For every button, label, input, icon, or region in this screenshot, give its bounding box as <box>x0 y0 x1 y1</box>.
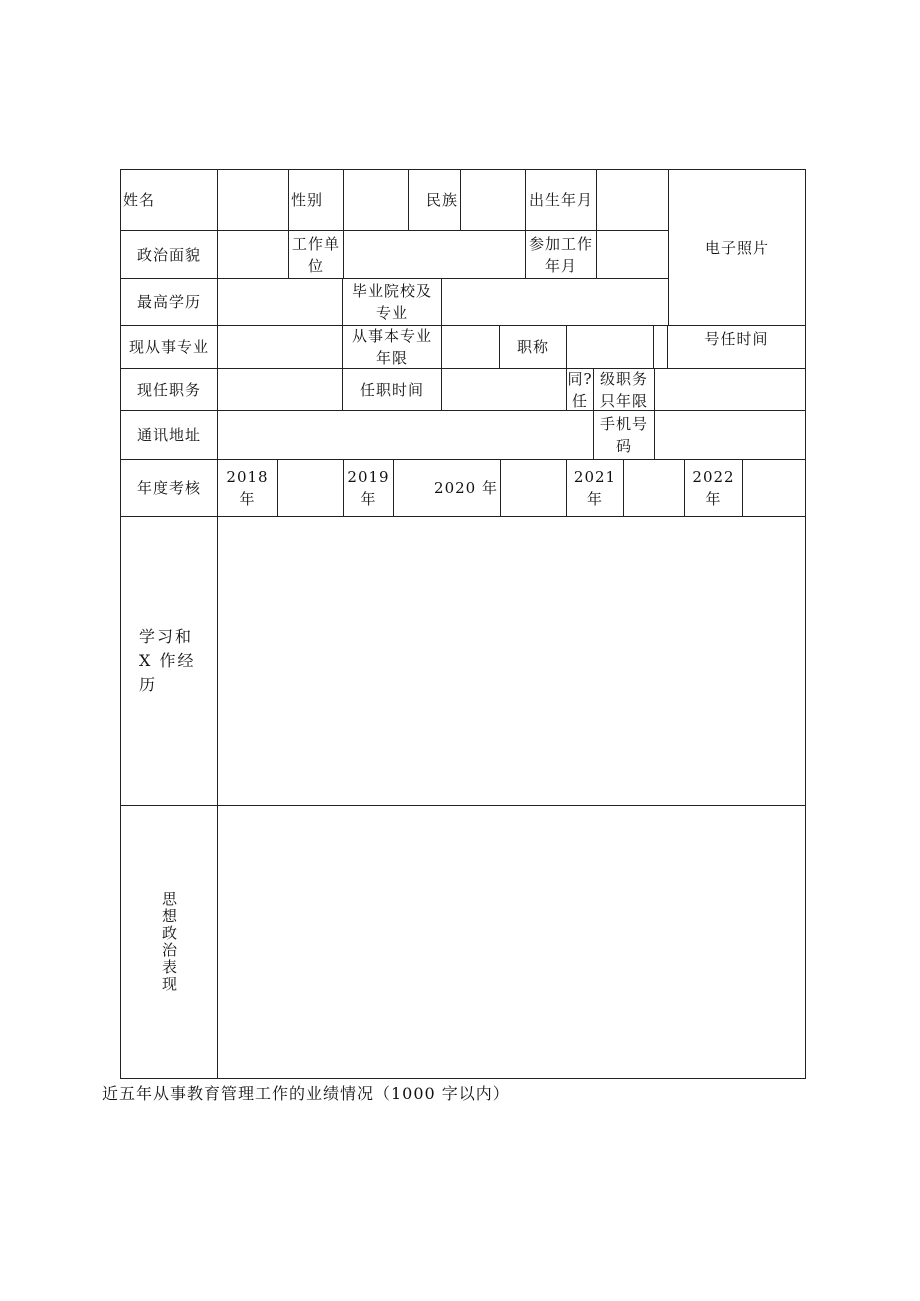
gender-field[interactable] <box>343 169 409 231</box>
study-work-label-cell <box>120 516 218 806</box>
assessment-label: 年度考核 <box>120 459 218 517</box>
title-gap-field[interactable] <box>653 325 668 369</box>
year-2018-field[interactable] <box>277 459 344 517</box>
major-label: 现从事专业 <box>120 325 218 369</box>
position-field[interactable] <box>217 368 343 411</box>
phone-label: 手机号码 <box>593 410 655 460</box>
political-label: 政治面貌 <box>120 230 218 279</box>
major-field[interactable] <box>217 325 343 369</box>
education-field[interactable] <box>217 278 343 326</box>
year-2022-label: 2022 年 <box>684 459 743 517</box>
year-2021-field[interactable] <box>623 459 685 517</box>
political-field[interactable] <box>217 230 289 279</box>
join-work-field[interactable] <box>596 230 669 279</box>
work-unit-label: 工作单位 <box>288 230 344 279</box>
ideology-field[interactable] <box>217 805 806 1079</box>
ideology-label: 思想政治表现 <box>160 891 178 993</box>
year-2019-label: 2019 年 <box>343 459 394 517</box>
education-label: 最高学历 <box>120 278 218 326</box>
birth-label: 出生年月 <box>525 169 597 231</box>
year-2020-field[interactable] <box>500 459 567 517</box>
ethnicity-label: 民族 <box>408 169 461 231</box>
title-label: 职称 <box>499 325 567 369</box>
years-field[interactable] <box>441 325 500 369</box>
tenure-label: 任职时间 <box>342 368 442 411</box>
year-2018-label: 2018 年 <box>217 459 278 517</box>
study-work-field[interactable] <box>217 516 806 806</box>
join-work-label: 参加工作年月 <box>525 230 597 279</box>
photo-box[interactable]: 电子照片 <box>668 169 806 326</box>
birth-field[interactable] <box>596 169 669 231</box>
ideology-label-cell <box>120 805 218 1079</box>
year-2022-field[interactable] <box>742 459 806 517</box>
years-label: 从事本专业年限 <box>342 325 442 369</box>
address-label: 通讯地址 <box>120 410 218 460</box>
study-work-label: 学习和X 作经历 <box>139 627 196 694</box>
name-label: 姓名 <box>120 169 218 231</box>
address-field[interactable] <box>217 410 594 460</box>
school-label: 毕业院校及专业 <box>342 278 442 326</box>
work-unit-field[interactable] <box>343 230 526 279</box>
name-field[interactable] <box>217 169 289 231</box>
position-label: 现任职务 <box>120 368 218 411</box>
year-2020-label: 2020 年 <box>393 459 501 517</box>
same-label: 同?任 <box>567 369 593 410</box>
title-field[interactable] <box>566 325 654 369</box>
rank-years-label: 级职务只年限 <box>593 368 655 411</box>
rank-years-field[interactable] <box>654 368 806 411</box>
appoint-time-label: 号任时间 <box>667 325 806 369</box>
registration-form <box>121 170 807 1080</box>
year-2021-label: 2021 年 <box>566 459 624 517</box>
ethnicity-field[interactable] <box>460 169 526 231</box>
school-field[interactable] <box>441 278 669 326</box>
tenure-field[interactable] <box>441 368 567 411</box>
phone-field[interactable] <box>654 410 806 460</box>
gender-label: 性别 <box>288 169 344 231</box>
performance-caption: 近五年从事教育管理工作的业绩情况（1000 字以内） <box>102 1084 510 1103</box>
